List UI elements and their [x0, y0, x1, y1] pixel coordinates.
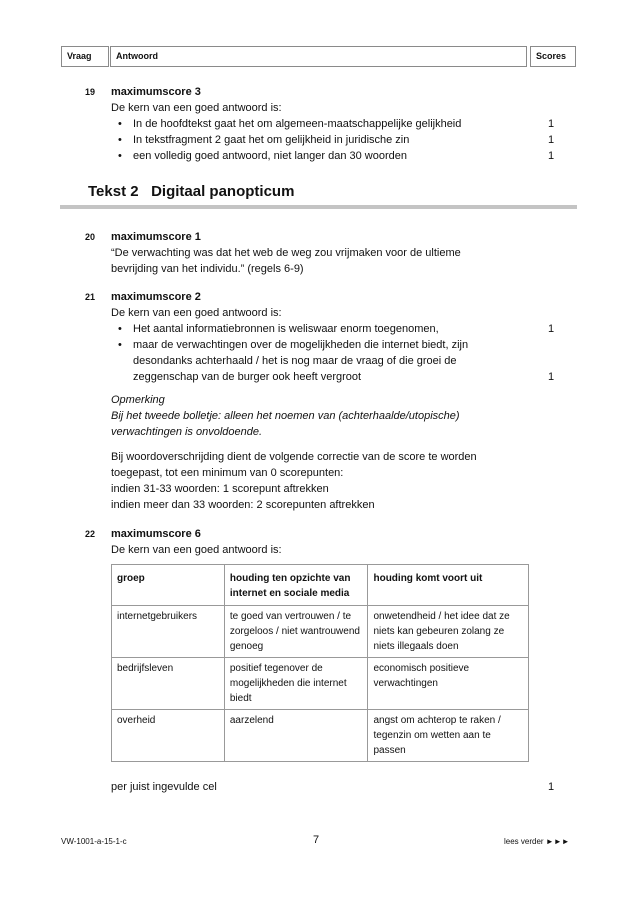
q22-maxscore: maximumscore 6: [111, 528, 201, 540]
q19-maxscore: maximumscore 3: [111, 86, 201, 98]
header-antwoord: Antwoord: [110, 46, 527, 67]
table-cell: angst om achterop te raken / tegenzin om wetten aan te passen: [368, 710, 529, 762]
q20-maxscore: maximumscore 1: [111, 231, 201, 243]
q21-bullet-2-line-3: zeggenschap van de burger ook heeft vergroot: [133, 371, 362, 383]
bullet-dot: •: [118, 118, 122, 130]
q21-score-2: 1: [548, 371, 555, 383]
q19-score-2: 1: [548, 134, 555, 146]
q21-score-1: 1: [548, 323, 555, 335]
q21-maxscore: maximumscore 2: [111, 291, 201, 303]
table-cell: positief tegenover de mogelijkheden die internet biedt: [224, 658, 368, 710]
q21-correction-line-3: indien 31-33 woorden: 1 scorepunt aftrekken: [111, 483, 329, 495]
header-scores: Scores: [530, 46, 576, 67]
q19-bullet-2: In tekstfragment 2 gaat het om gelijkheid in juridische zin: [133, 134, 410, 146]
bullet-dot: •: [118, 323, 122, 335]
table-row: [112, 606, 529, 658]
footer-code: VW-1001-a-15-1-c: [61, 837, 127, 846]
q21-intro: De kern van een goed antwoord is:: [111, 307, 282, 319]
q22-per-cell-score: 1: [548, 781, 555, 793]
q21-remark-label: Opmerking: [111, 394, 165, 406]
table-row: [112, 710, 529, 762]
bullet-dot: •: [118, 150, 122, 162]
table-header-cell: houding ten opzichte van internet en sociale media: [224, 565, 368, 606]
footer-next: lees verder ►►►: [504, 837, 570, 846]
question-number-19: 19: [85, 87, 96, 97]
q21-remark-line-1: Bij het tweede bolletje: alleen het noemen van (achterhaalde/utopische): [111, 410, 460, 422]
table-cell: te goed van vertrouwen / te zorgeloos / niet wantrouwend genoeg: [224, 606, 368, 658]
table-cell: bedrijfsleven: [112, 658, 225, 710]
q21-remark-line-2: verwachtingen is onvoldoende.: [111, 426, 263, 438]
table-cell: internetgebruikers: [112, 606, 225, 658]
table-cell: economisch positieve verwachtingen: [368, 658, 529, 710]
q21-correction-line-1: Bij woordoverschrijding dient de volgende correctie van de score te worden: [111, 451, 477, 463]
section-divider: [60, 205, 577, 209]
q21-bullet-1: Het aantal informatiebronnen is weliswaar enorm toegenomen,: [133, 323, 439, 335]
table-row: [112, 658, 529, 710]
q19-score-3: 1: [548, 150, 555, 162]
table-header-cell: houding komt voort uit: [368, 565, 529, 606]
q20-line-2: bevrijding van het individu.” (regels 6-9): [111, 263, 304, 275]
table-cell: onwetendheid / het idee dat ze niets kan gebeuren zolang ze niets illegaals doen: [368, 606, 529, 658]
question-number-22: 22: [85, 529, 96, 539]
header-vraag: Vraag: [61, 46, 109, 67]
footer-page-number: 7: [313, 834, 320, 846]
q21-correction-line-2: toegepast, tot een minimum van 0 scorepunten:: [111, 467, 344, 479]
bullet-dot: •: [118, 339, 122, 351]
q20-line-1: “De verwachting was dat het web de weg zou vrijmaken voor de ultieme: [111, 247, 461, 259]
q21-bullet-2-line-1: maar de verwachtingen over de mogelijkheden die internet biedt, zijn: [133, 339, 469, 351]
q19-bullet-1: In de hoofdtekst gaat het om algemeen-maatschappelijke gelijkheid: [133, 118, 462, 130]
section-title: Tekst 2 Digitaal panopticum: [88, 183, 295, 200]
question-number-20: 20: [85, 232, 96, 242]
q21-correction-line-4: indien meer dan 33 woorden: 2 scorepunten aftrekken: [111, 499, 375, 511]
q22-intro: De kern van een goed antwoord is:: [111, 544, 282, 556]
table-header-cell: groep: [112, 565, 225, 606]
table-cell: aarzelend: [224, 710, 368, 762]
table-header-row: [112, 565, 529, 606]
answer-table: [111, 564, 529, 762]
q21-bullet-2-line-2: desondanks achterhaald / het is nog maar de vraag of die groei de: [133, 355, 457, 367]
q22-per-cell: per juist ingevulde cel: [111, 781, 217, 793]
q19-score-1: 1: [548, 118, 555, 130]
table-cell: overheid: [112, 710, 225, 762]
q19-bullet-3: een volledig goed antwoord, niet langer dan 30 woorden: [133, 150, 407, 162]
bullet-dot: •: [118, 134, 122, 146]
question-number-21: 21: [85, 292, 96, 302]
q19-intro: De kern van een goed antwoord is:: [111, 102, 282, 114]
